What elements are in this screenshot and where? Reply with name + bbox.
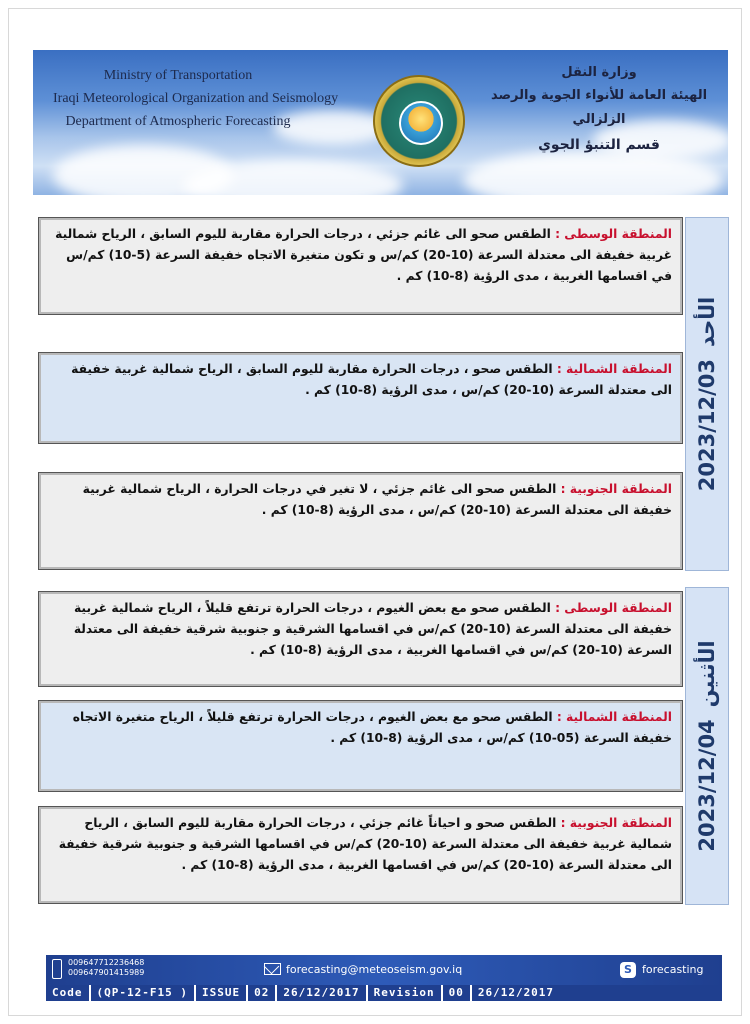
footer-contact-bar — [46, 955, 722, 985]
code-label: Code — [46, 985, 91, 1001]
phone-number-1: 009647712236468 — [68, 958, 145, 967]
day-label-sunday — [685, 217, 729, 571]
issue-date: 26/12/2017 — [277, 985, 367, 1001]
footer — [46, 955, 722, 1003]
phone-icon — [52, 959, 62, 979]
email-address[interactable]: forecasting@meteoseism.gov.iq — [286, 963, 463, 976]
ministry-name-ar: وزارة النقل — [561, 65, 637, 80]
phone-numbers — [68, 958, 144, 978]
forecast-text: الطقس صحو مع بعض الغيوم ، درجات الحرارة ترتفع قليلاً ، الرياح شمالية غربية خفيفة الى معتدلة السرعة (10-20) كم/س في اقسامها الشرقية و جنوبية شرقية خفيفة الى معتدلة السرعة (10-20) كم/س في اقسامها الغربية ، مدى الرؤية (8-10) كم . — [73, 601, 672, 657]
day-date: 2023/12/04 — [695, 719, 719, 852]
region-label: المنطقة الشمالية : — [556, 362, 672, 376]
forecast-text: الطقس صحو مع بعض الغيوم ، درجات الحرارة ترتفع قليلاً ، الرياح متغيرة الاتجاه خفيفة السرعة (05-10) كم/س ، مدى الرؤية (8-10) كم . — [72, 710, 672, 745]
revision-label: Revision — [368, 985, 443, 1001]
header-arabic-title — [484, 62, 714, 158]
day-label-monday — [685, 587, 729, 905]
skype-icon: S — [620, 962, 636, 978]
organization-name-ar: الهيئة العامة للأنواء الجوية والرصد الزلزالي — [490, 88, 708, 127]
forecast-north-day1 — [38, 352, 683, 444]
issue-label: ISSUE — [196, 985, 248, 1001]
region-label: المنطقة الشمالية : — [556, 710, 672, 724]
ministry-name-en: Ministry of Transportation — [103, 68, 253, 83]
code-value: (QP-12-F15 ) — [91, 985, 196, 1001]
forecast-south-day1 — [38, 472, 683, 570]
day-name: الأحد — [695, 296, 719, 347]
forecast-north-day2 — [38, 700, 683, 792]
forecast-text: الطقس صحو الى غائم جزئي ، لا تغير في درجات الحرارة ، الرياح شمالية غربية خفيفة الى معتدلة السرعة (10-20) كم/س ، مدى الرؤية (8-10) كم . — [82, 482, 672, 517]
footer-document-code-bar — [46, 985, 722, 1001]
region-label: المنطقة الوسطى : — [555, 601, 672, 615]
revision-value: 00 — [443, 985, 472, 1001]
region-label: المنطقة الوسطى : — [555, 227, 672, 241]
organization-name-en: Iraqi Meteorological Organization and Seismology — [53, 91, 339, 106]
day-date: 2023/12/03 — [695, 359, 719, 492]
header-banner — [33, 50, 728, 195]
forecast-central-day2 — [38, 591, 683, 687]
organization-logo-icon — [373, 75, 465, 167]
region-label: المنطقة الجنوبية : — [560, 482, 672, 496]
department-name-ar: قسم التنبؤ الجوي — [538, 137, 660, 153]
region-label: المنطقة الجنوبية : — [560, 816, 672, 830]
revision-date: 26/12/2017 — [477, 986, 555, 999]
day-name: الأثنين — [695, 640, 719, 708]
forecast-south-day2 — [38, 806, 683, 904]
department-name-en: Department of Atmospheric Forecasting — [65, 114, 291, 129]
forecast-text: الطقس صحو ، درجات الحرارة مقاربة لليوم السابق ، الرياح شمالية غربية خفيفة الى معتدلة السرعة (10-20) كم/س ، مدى الرؤية (8-10) كم . — [71, 362, 672, 397]
forecast-text: الطقس صحو الى غائم جزئي ، درجات الحرارة مقاربة لليوم السابق ، الرياح شمالية غربية خفيفة الى معتدلة السرعة (10-20) كم/س و تكون متغيرة الاتجاه خفيفة السرعة (5-10) كم/س في اقسامها الغربية ، مدى الرؤية (8-10) كم . — [55, 227, 672, 283]
mail-icon — [264, 963, 281, 975]
forecast-central-day1 — [38, 217, 683, 315]
issue-value: 02 — [248, 985, 277, 1001]
header-english-title — [53, 64, 339, 133]
forecast-text: الطقس صحو و احياناً غائم جزئي ، درجات الحرارة مقاربة لليوم السابق ، الرياح شمالية غربية خفيفة الى معتدلة السرعة (10-20) كم/س في اقسامها الشرقية و جنوبية شرقية خفيفة الى معتدلة السرعة (10-20) كم/س في اقسامها الغربية ، مدى الرؤية (8-10) كم . — [58, 816, 672, 872]
skype-id[interactable]: forecasting — [642, 963, 704, 976]
phone-number-2: 009647901415989 — [68, 968, 145, 977]
